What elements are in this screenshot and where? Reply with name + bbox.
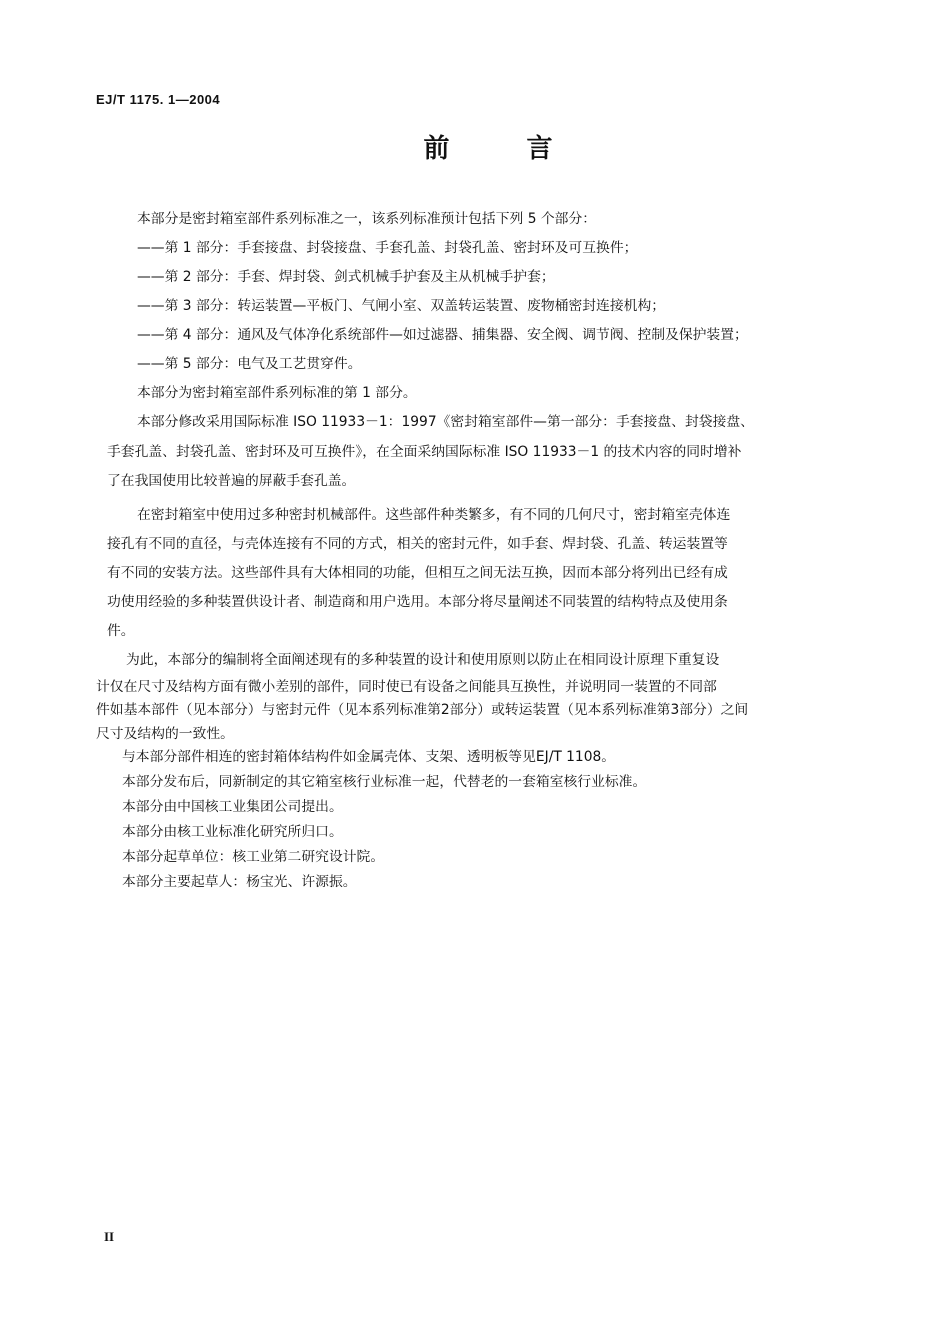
body-line: 本部分修改采用国际标准 ISO 11933－1：1997《密封箱室部件—第一部分：手套接盘、封袋接盘、 [137, 414, 754, 430]
body-line: 本部分由核工业标准化研究所归口。 [122, 824, 343, 840]
body-line: 本部分是密封箱室部件系列标准之一，该系列标准预计包括下列 5 个部分： [137, 211, 597, 227]
body-line: 件如基本部件（见本部分）与密封元件（见本系列标准第2部分）或转运装置（见本系列标准第3部分）之间 [96, 702, 749, 718]
body-line: 本部分由中国核工业集团公司提出。 [122, 799, 343, 815]
list-item: ——第 4 部分：通风及气体净化系统部件—如过滤器、捕集器、安全阀、调节阀、控制及保护装置； [137, 327, 748, 343]
body-line: 计仅在尺寸及结构方面有微小差别的部件，同时使已有设备之间能具互换性，并说明同一装置的不同部 [96, 679, 717, 695]
list-item: ——第 2 部分：手套、焊封袋、剑式机械手护套及主从机械手护套； [137, 269, 555, 285]
body-line: 件。 [107, 623, 135, 639]
body-line: 本部分为密封箱室部件系列标准的第 1 部分。 [137, 385, 417, 401]
list-item: ——第 1 部分：手套接盘、封袋接盘、手套孔盖、封袋孔盖、密封环及可互换件； [137, 240, 638, 256]
body-line: 有不同的安装方法。这些部件具有大体相同的功能，但相互之间无法互换，因而本部分将列出已经有成 [107, 565, 728, 581]
document-id: EJ/T 1175. 1—2004 [96, 92, 221, 107]
body-line: 与本部分部件相连的密封箱体结构件如金属壳体、支架、透明板等见EJ/T 1108。 [122, 749, 616, 765]
list-item: ——第 3 部分：转运装置—平板门、气闸小室、双盖转运装置、废物桶密封连接机构； [137, 298, 666, 314]
body-line: 手套孔盖、封袋孔盖、密封环及可互换件》，在全面采纳国际标准 ISO 11933－1 的技术内容的同时增补 [107, 444, 742, 460]
page-number: II [104, 1229, 115, 1244]
body-line: 本部分起草单位：核工业第二研究设计院。 [122, 849, 385, 865]
list-item: ——第 5 部分：电气及工艺贯穿件。 [137, 356, 362, 372]
page-title: 前 言 [423, 134, 587, 164]
body-line: 本部分发布后，同新制定的其它箱室核行业标准一起，代替老的一套箱室核行业标准。 [122, 774, 647, 790]
body-line: 尺寸及结构的一致性。 [96, 726, 234, 742]
body-line: 功使用经验的多种装置供设计者、制造商和用户选用。本部分将尽量阐述不同装置的结构特点及使用条 [107, 594, 728, 610]
body-line: 在密封箱室中使用过多种密封机械部件。这些部件种类繁多，有不同的几何尺寸，密封箱室壳体连 [137, 507, 731, 523]
body-line: 了在我国使用比较普遍的屏蔽手套孔盖。 [107, 473, 356, 489]
body-line: 接孔有不同的直径，与壳体连接有不同的方式，相关的密封元件，如手套、焊封袋、孔盖、转运装置等 [107, 536, 728, 552]
body-line: 本部分主要起草人：杨宝光、许源振。 [122, 874, 357, 890]
body-line: 为此，本部分的编制将全面阐述现有的多种装置的设计和使用原则以防止在相同设计原理下重复设 [126, 652, 720, 668]
